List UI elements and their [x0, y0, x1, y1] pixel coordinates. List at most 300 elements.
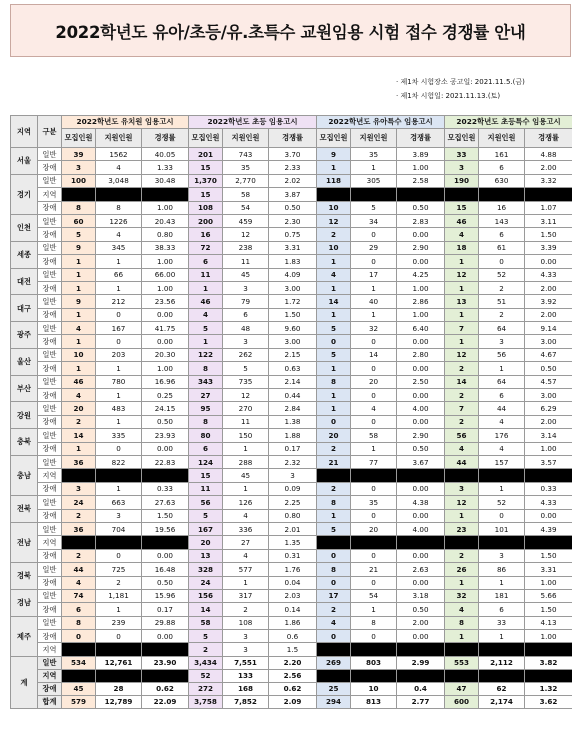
- kindergarten-applied-cell: 3: [96, 509, 142, 522]
- kindergarten-applied-cell: 4: [96, 161, 142, 174]
- elementary-recruit-cell: 1: [189, 281, 223, 294]
- type-cell: 일반: [38, 348, 62, 361]
- elementary-special-ratio-cell: [525, 188, 572, 201]
- early-special-ratio-cell: 2.77: [397, 695, 445, 708]
- elementary-ratio-cell: 2.33: [269, 161, 317, 174]
- early-special-ratio-cell: 2.00: [397, 616, 445, 629]
- elementary-recruit-cell: 4: [189, 308, 223, 321]
- elementary-ratio-cell: 0.14: [269, 603, 317, 616]
- elementary-special-recruit-cell: 7: [445, 402, 479, 415]
- kindergarten-applied-cell: 28: [96, 682, 142, 695]
- kindergarten-ratio-cell: 1.00: [142, 362, 189, 375]
- type-cell: 일반: [38, 496, 62, 509]
- elementary-applied-cell: 7,551: [223, 656, 269, 669]
- kindergarten-ratio-cell: 22.83: [142, 455, 189, 468]
- early-special-ratio-cell: 2.90: [397, 429, 445, 442]
- header-elementary-special: 2022학년도 초등특수 임용고시: [445, 116, 572, 129]
- early-special-applied-cell: 5: [351, 201, 397, 214]
- elementary-recruit-cell: 108: [189, 201, 223, 214]
- kindergarten-recruit-cell: 10: [62, 348, 96, 361]
- table-row: [11, 469, 573, 482]
- early-special-applied-cell: 54: [351, 589, 397, 602]
- early-special-ratio-cell: 1.00: [397, 161, 445, 174]
- early-special-applied-cell: [351, 188, 397, 201]
- elementary-special-recruit-cell: 2: [445, 415, 479, 428]
- elementary-ratio-cell: 1.83: [269, 255, 317, 268]
- kindergarten-applied-cell: 1: [96, 482, 142, 495]
- kindergarten-applied-cell: 0: [96, 549, 142, 562]
- elementary-special-ratio-cell: 3.92: [525, 295, 572, 308]
- early-special-ratio-cell: 0.00: [397, 509, 445, 522]
- type-cell: 일반: [38, 589, 62, 602]
- early-special-ratio-cell: 2.83: [397, 214, 445, 227]
- elementary-applied-cell: 3: [223, 281, 269, 294]
- type-cell: 장애: [38, 630, 62, 643]
- elementary-ratio-cell: 2.09: [269, 695, 317, 708]
- type-cell: 지역: [38, 188, 62, 201]
- region-cell: 울산: [11, 348, 38, 375]
- kindergarten-ratio-cell: 1.00: [142, 281, 189, 294]
- early-special-applied-cell: 20: [351, 522, 397, 535]
- kindergarten-applied-cell: 1226: [96, 214, 142, 227]
- table-row: [11, 375, 573, 388]
- kindergarten-applied-cell: 239: [96, 616, 142, 629]
- elementary-recruit-cell: 80: [189, 429, 223, 442]
- kindergarten-applied-cell: 0: [96, 630, 142, 643]
- table-row: [11, 188, 573, 201]
- kindergarten-recruit-cell: 1: [62, 442, 96, 455]
- region-cell: 전남: [11, 522, 38, 562]
- table-row: [11, 201, 573, 214]
- elementary-applied-cell: 79: [223, 295, 269, 308]
- early-special-recruit-cell: 2: [317, 228, 351, 241]
- early-special-applied-cell: 1: [351, 442, 397, 455]
- elementary-special-ratio-cell: 1.00: [525, 442, 572, 455]
- kindergarten-applied-cell: 167: [96, 322, 142, 335]
- table-row: [11, 308, 573, 321]
- early-special-ratio-cell: 0.50: [397, 201, 445, 214]
- elementary-recruit-cell: 5: [189, 630, 223, 643]
- elementary-recruit-cell: 15: [189, 469, 223, 482]
- early-special-recruit-cell: [317, 536, 351, 549]
- kindergarten-recruit-cell: 36: [62, 455, 96, 468]
- elementary-recruit-cell: 8: [189, 362, 223, 375]
- elementary-special-ratio-cell: 1.50: [525, 603, 572, 616]
- early-special-applied-cell: 35: [351, 148, 397, 161]
- early-special-recruit-cell: 4: [317, 268, 351, 281]
- kindergarten-recruit-cell: 4: [62, 576, 96, 589]
- early-special-ratio-cell: 2.80: [397, 348, 445, 361]
- early-special-applied-cell: 305: [351, 174, 397, 187]
- kindergarten-recruit-cell: 1: [62, 362, 96, 375]
- kindergarten-ratio-cell: 0.25: [142, 389, 189, 402]
- elementary-subheader-recruit: 모집인원: [189, 129, 223, 148]
- kindergarten-applied-cell: 0: [96, 442, 142, 455]
- kindergarten-ratio-cell: 23.93: [142, 429, 189, 442]
- region-cell: 대전: [11, 268, 38, 295]
- early-special-recruit-cell: 5: [317, 522, 351, 535]
- elementary-special-recruit-cell: 2: [445, 362, 479, 375]
- elementary-recruit-cell: 200: [189, 214, 223, 227]
- table-row: [11, 576, 573, 589]
- kindergarten-ratio-cell: [142, 669, 189, 682]
- elementary-applied-cell: 48: [223, 322, 269, 335]
- title-text: 2022학년도 유아/초등/유.초특수 교원임용 시험 접수 경쟁률 안내: [55, 22, 526, 42]
- elementary-special-applied-cell: 181: [479, 589, 525, 602]
- kindergarten-ratio-cell: 40.05: [142, 148, 189, 161]
- elementary-special-recruit-cell: 18: [445, 241, 479, 254]
- early-special-subheader-ratio: 경쟁률: [397, 129, 445, 148]
- kindergarten-ratio-cell: 0.00: [142, 442, 189, 455]
- elementary-special-recruit-cell: 46: [445, 214, 479, 227]
- kindergarten-applied-cell: 335: [96, 429, 142, 442]
- kindergarten-ratio-cell: [142, 536, 189, 549]
- elementary-recruit-cell: 167: [189, 522, 223, 535]
- early-special-recruit-cell: 8: [317, 563, 351, 576]
- elementary-special-recruit-cell: 4: [445, 603, 479, 616]
- kindergarten-applied-cell: 8: [96, 201, 142, 214]
- kindergarten-ratio-cell: 41.75: [142, 322, 189, 335]
- table-row: [11, 549, 573, 562]
- elementary-special-recruit-cell: 32: [445, 589, 479, 602]
- early-special-ratio-cell: 4.38: [397, 496, 445, 509]
- early-special-ratio-cell: [397, 188, 445, 201]
- elementary-recruit-cell: 24: [189, 576, 223, 589]
- region-cell: 세종: [11, 241, 38, 268]
- early-special-ratio-cell: 0.00: [397, 362, 445, 375]
- early-special-ratio-cell: 0.50: [397, 442, 445, 455]
- elementary-applied-cell: 150: [223, 429, 269, 442]
- kindergarten-recruit-cell: 9: [62, 295, 96, 308]
- header-elementary: 2022학년도 초등 임용고시: [189, 116, 317, 129]
- elementary-special-ratio-cell: 2.00: [525, 308, 572, 321]
- early-special-ratio-cell: 0.00: [397, 549, 445, 562]
- early-special-ratio-cell: 2.50: [397, 375, 445, 388]
- elementary-special-applied-cell: 4: [479, 442, 525, 455]
- kindergarten-ratio-cell: 19.56: [142, 522, 189, 535]
- early-special-recruit-cell: 10: [317, 201, 351, 214]
- elementary-ratio-cell: 0.62: [269, 682, 317, 695]
- table-row: [11, 241, 573, 254]
- kindergarten-recruit-cell: [62, 536, 96, 549]
- region-cell: 인천: [11, 214, 38, 241]
- elementary-applied-cell: 1: [223, 482, 269, 495]
- kindergarten-ratio-cell: 29.88: [142, 616, 189, 629]
- elementary-special-ratio-cell: [525, 536, 572, 549]
- elementary-special-ratio-cell: [525, 669, 572, 682]
- early-special-ratio-cell: 0.00: [397, 255, 445, 268]
- elementary-special-ratio-cell: 6.29: [525, 402, 572, 415]
- elementary-special-applied-cell: 143: [479, 214, 525, 227]
- table-row: [11, 281, 573, 294]
- early-special-applied-cell: 40: [351, 295, 397, 308]
- early-special-ratio-cell: 1.00: [397, 281, 445, 294]
- elementary-recruit-cell: 72: [189, 241, 223, 254]
- type-cell: 지역: [38, 536, 62, 549]
- type-cell: 지역: [38, 669, 62, 682]
- elementary-special-applied-cell: [479, 188, 525, 201]
- elementary-special-ratio-cell: 1.00: [525, 576, 572, 589]
- early-special-ratio-cell: 4.25: [397, 268, 445, 281]
- elementary-special-applied-cell: 161: [479, 148, 525, 161]
- elementary-special-applied-cell: [479, 669, 525, 682]
- early-special-applied-cell: 10: [351, 682, 397, 695]
- elementary-special-recruit-cell: 2: [445, 389, 479, 402]
- type-cell: 장애: [38, 442, 62, 455]
- kindergarten-recruit-cell: 3: [62, 161, 96, 174]
- kindergarten-recruit-cell: 46: [62, 375, 96, 388]
- kindergarten-ratio-cell: 0.00: [142, 630, 189, 643]
- elementary-recruit-cell: 272: [189, 682, 223, 695]
- elementary-recruit-cell: 20: [189, 536, 223, 549]
- elementary-recruit-cell: 15: [189, 161, 223, 174]
- elementary-special-applied-cell: 61: [479, 241, 525, 254]
- elementary-special-applied-cell: 52: [479, 268, 525, 281]
- elementary-special-recruit-cell: 47: [445, 682, 479, 695]
- type-cell: 장애: [38, 576, 62, 589]
- early-special-ratio-cell: [397, 469, 445, 482]
- elementary-ratio-cell: 2.15: [269, 348, 317, 361]
- elementary-special-recruit-cell: 23: [445, 522, 479, 535]
- kindergarten-applied-cell: [96, 643, 142, 656]
- type-cell: 합계: [38, 695, 62, 708]
- elementary-special-recruit-cell: 15: [445, 201, 479, 214]
- kindergarten-recruit-cell: 579: [62, 695, 96, 708]
- early-special-ratio-cell: 0.00: [397, 228, 445, 241]
- elementary-special-applied-cell: 6: [479, 228, 525, 241]
- elementary-special-ratio-cell: 0.50: [525, 362, 572, 375]
- elementary-ratio-cell: 2.03: [269, 589, 317, 602]
- elementary-applied-cell: 262: [223, 348, 269, 361]
- elementary-ratio-cell: 0.17: [269, 442, 317, 455]
- early-special-ratio-cell: 0.50: [397, 603, 445, 616]
- elementary-recruit-cell: 122: [189, 348, 223, 361]
- kindergarten-recruit-cell: 1: [62, 268, 96, 281]
- elementary-special-applied-cell: 1: [479, 630, 525, 643]
- elementary-special-applied-cell: 52: [479, 496, 525, 509]
- table-row: [11, 255, 573, 268]
- region-cell: 경기: [11, 174, 38, 214]
- kindergarten-applied-cell: 12,789: [96, 695, 142, 708]
- elementary-special-ratio-cell: 1.32: [525, 682, 572, 695]
- elementary-special-ratio-cell: [525, 469, 572, 482]
- elementary-recruit-cell: 5: [189, 322, 223, 335]
- elementary-applied-cell: 1: [223, 576, 269, 589]
- type-cell: 일반: [38, 616, 62, 629]
- elementary-special-applied-cell: 6: [479, 389, 525, 402]
- table-row: [11, 429, 573, 442]
- elementary-special-applied-cell: 1: [479, 482, 525, 495]
- elementary-special-ratio-cell: 3.57: [525, 455, 572, 468]
- kindergarten-ratio-cell: 15.96: [142, 589, 189, 602]
- type-cell: 장애: [38, 389, 62, 402]
- kindergarten-recruit-cell: 4: [62, 322, 96, 335]
- elementary-applied-cell: 2: [223, 603, 269, 616]
- elementary-applied-cell: 45: [223, 268, 269, 281]
- kindergarten-applied-cell: 1: [96, 362, 142, 375]
- elementary-special-ratio-cell: 3.32: [525, 174, 572, 187]
- kindergarten-applied-cell: 1: [96, 281, 142, 294]
- elementary-special-recruit-cell: 4: [445, 228, 479, 241]
- kindergarten-applied-cell: [96, 536, 142, 549]
- elementary-ratio-cell: 2.56: [269, 669, 317, 682]
- elementary-applied-cell: 2,770: [223, 174, 269, 187]
- table-row: [11, 643, 573, 656]
- kindergarten-ratio-cell: 30.48: [142, 174, 189, 187]
- elementary-special-applied-cell: 2: [479, 308, 525, 321]
- elementary-applied-cell: 11: [223, 415, 269, 428]
- table-row: [11, 695, 573, 708]
- kindergarten-ratio-cell: 0.62: [142, 682, 189, 695]
- kindergarten-ratio-cell: 0.80: [142, 228, 189, 241]
- elementary-special-recruit-cell: 1: [445, 576, 479, 589]
- elementary-recruit-cell: 14: [189, 603, 223, 616]
- elementary-applied-cell: 27: [223, 536, 269, 549]
- early-special-ratio-cell: 4.00: [397, 402, 445, 415]
- elementary-recruit-cell: 156: [189, 589, 223, 602]
- elementary-applied-cell: 317: [223, 589, 269, 602]
- elementary-special-ratio-cell: 5.66: [525, 589, 572, 602]
- table-row: [11, 536, 573, 549]
- region-cell: 충남: [11, 455, 38, 495]
- kindergarten-subheader-applied: 지원인원: [96, 129, 142, 148]
- elementary-special-recruit-cell: [445, 669, 479, 682]
- elementary-special-applied-cell: 2,112: [479, 656, 525, 669]
- kindergarten-recruit-cell: 1: [62, 255, 96, 268]
- kindergarten-recruit-cell: 4: [62, 389, 96, 402]
- kindergarten-ratio-cell: 0.00: [142, 308, 189, 321]
- type-cell: 장애: [38, 509, 62, 522]
- kindergarten-applied-cell: 704: [96, 522, 142, 535]
- kindergarten-ratio-cell: 16.48: [142, 563, 189, 576]
- kindergarten-recruit-cell: 3: [62, 482, 96, 495]
- elementary-special-recruit-cell: 600: [445, 695, 479, 708]
- region-cell: 광주: [11, 322, 38, 349]
- elementary-ratio-cell: 3.87: [269, 188, 317, 201]
- elementary-special-recruit-cell: 1: [445, 281, 479, 294]
- elementary-recruit-cell: 2: [189, 643, 223, 656]
- table-row: [11, 402, 573, 415]
- elementary-special-applied-cell: 101: [479, 522, 525, 535]
- early-special-ratio-cell: 0.00: [397, 576, 445, 589]
- table-row: [11, 362, 573, 375]
- elementary-special-recruit-cell: 1: [445, 509, 479, 522]
- elementary-ratio-cell: 2.20: [269, 656, 317, 669]
- elementary-ratio-cell: 1.38: [269, 415, 317, 428]
- kindergarten-ratio-cell: 22.09: [142, 695, 189, 708]
- kindergarten-subheader-ratio: 경쟁률: [142, 129, 189, 148]
- elementary-special-applied-cell: 62: [479, 682, 525, 695]
- elementary-ratio-cell: 0.80: [269, 509, 317, 522]
- kindergarten-recruit-cell: 1: [62, 308, 96, 321]
- elementary-applied-cell: 6: [223, 308, 269, 321]
- elementary-applied-cell: 7,852: [223, 695, 269, 708]
- elementary-ratio-cell: 0.44: [269, 389, 317, 402]
- kindergarten-applied-cell: 2: [96, 576, 142, 589]
- elementary-special-subheader-applied: 지원인원: [479, 129, 525, 148]
- region-cell: 부산: [11, 375, 38, 402]
- elementary-recruit-cell: 124: [189, 455, 223, 468]
- elementary-applied-cell: 743: [223, 148, 269, 161]
- early-special-applied-cell: 0: [351, 255, 397, 268]
- region-cell: 대구: [11, 295, 38, 322]
- kindergarten-applied-cell: [96, 188, 142, 201]
- elementary-special-applied-cell: 44: [479, 402, 525, 415]
- early-special-ratio-cell: [397, 669, 445, 682]
- elementary-special-applied-cell: 56: [479, 348, 525, 361]
- kindergarten-recruit-cell: 2: [62, 509, 96, 522]
- early-special-ratio-cell: 3.18: [397, 589, 445, 602]
- kindergarten-applied-cell: 212: [96, 295, 142, 308]
- elementary-ratio-cell: 0.63: [269, 362, 317, 375]
- early-special-applied-cell: 803: [351, 656, 397, 669]
- elementary-applied-cell: 238: [223, 241, 269, 254]
- early-special-recruit-cell: 0: [317, 549, 351, 562]
- early-special-applied-cell: [351, 469, 397, 482]
- elementary-special-ratio-cell: 3.00: [525, 335, 572, 348]
- header-region: 지역: [11, 116, 38, 148]
- early-special-applied-cell: 17: [351, 268, 397, 281]
- kindergarten-ratio-cell: [142, 469, 189, 482]
- elementary-recruit-cell: 5: [189, 509, 223, 522]
- kindergarten-recruit-cell: 2: [62, 415, 96, 428]
- early-special-applied-cell: 1: [351, 308, 397, 321]
- elementary-ratio-cell: 1.88: [269, 429, 317, 442]
- early-special-ratio-cell: 1.00: [397, 308, 445, 321]
- kindergarten-applied-cell: [96, 669, 142, 682]
- elementary-special-ratio-cell: 4.39: [525, 522, 572, 535]
- early-special-recruit-cell: 5: [317, 322, 351, 335]
- kindergarten-ratio-cell: 1.00: [142, 255, 189, 268]
- elementary-recruit-cell: 58: [189, 616, 223, 629]
- kindergarten-applied-cell: 1: [96, 603, 142, 616]
- elementary-applied-cell: 12: [223, 389, 269, 402]
- early-special-applied-cell: 4: [351, 402, 397, 415]
- early-special-ratio-cell: 0.00: [397, 389, 445, 402]
- table-row: [11, 522, 573, 535]
- early-special-recruit-cell: 14: [317, 295, 351, 308]
- type-cell: 일반: [38, 268, 62, 281]
- elementary-ratio-cell: 2.32: [269, 455, 317, 468]
- elementary-applied-cell: 459: [223, 214, 269, 227]
- early-special-ratio-cell: 3.89: [397, 148, 445, 161]
- elementary-special-recruit-cell: 7: [445, 322, 479, 335]
- elementary-applied-cell: 5: [223, 362, 269, 375]
- notice-date: · 제1차 시험장소 공고일: 2021.11.5.(금): [396, 78, 525, 86]
- competition-table-container: [10, 115, 572, 745]
- kindergarten-recruit-cell: 20: [62, 402, 96, 415]
- header-row-groups: [11, 116, 573, 129]
- elementary-special-ratio-cell: 0.00: [525, 509, 572, 522]
- type-cell: 장애: [38, 255, 62, 268]
- elementary-special-recruit-cell: 12: [445, 496, 479, 509]
- type-cell: 일반: [38, 522, 62, 535]
- table-row: [11, 589, 573, 602]
- early-special-applied-cell: 21: [351, 563, 397, 576]
- kindergarten-applied-cell: 483: [96, 402, 142, 415]
- early-special-recruit-cell: [317, 643, 351, 656]
- elementary-ratio-cell: 1.76: [269, 563, 317, 576]
- early-special-ratio-cell: 2.86: [397, 295, 445, 308]
- region-cell: 강원: [11, 402, 38, 429]
- kindergarten-applied-cell: 66: [96, 268, 142, 281]
- kindergarten-ratio-cell: 0.50: [142, 415, 189, 428]
- elementary-special-recruit-cell: 8: [445, 616, 479, 629]
- elementary-ratio-cell: 1.50: [269, 308, 317, 321]
- elementary-special-applied-cell: 630: [479, 174, 525, 187]
- kindergarten-applied-cell: 4: [96, 228, 142, 241]
- region-cell: 경남: [11, 589, 38, 616]
